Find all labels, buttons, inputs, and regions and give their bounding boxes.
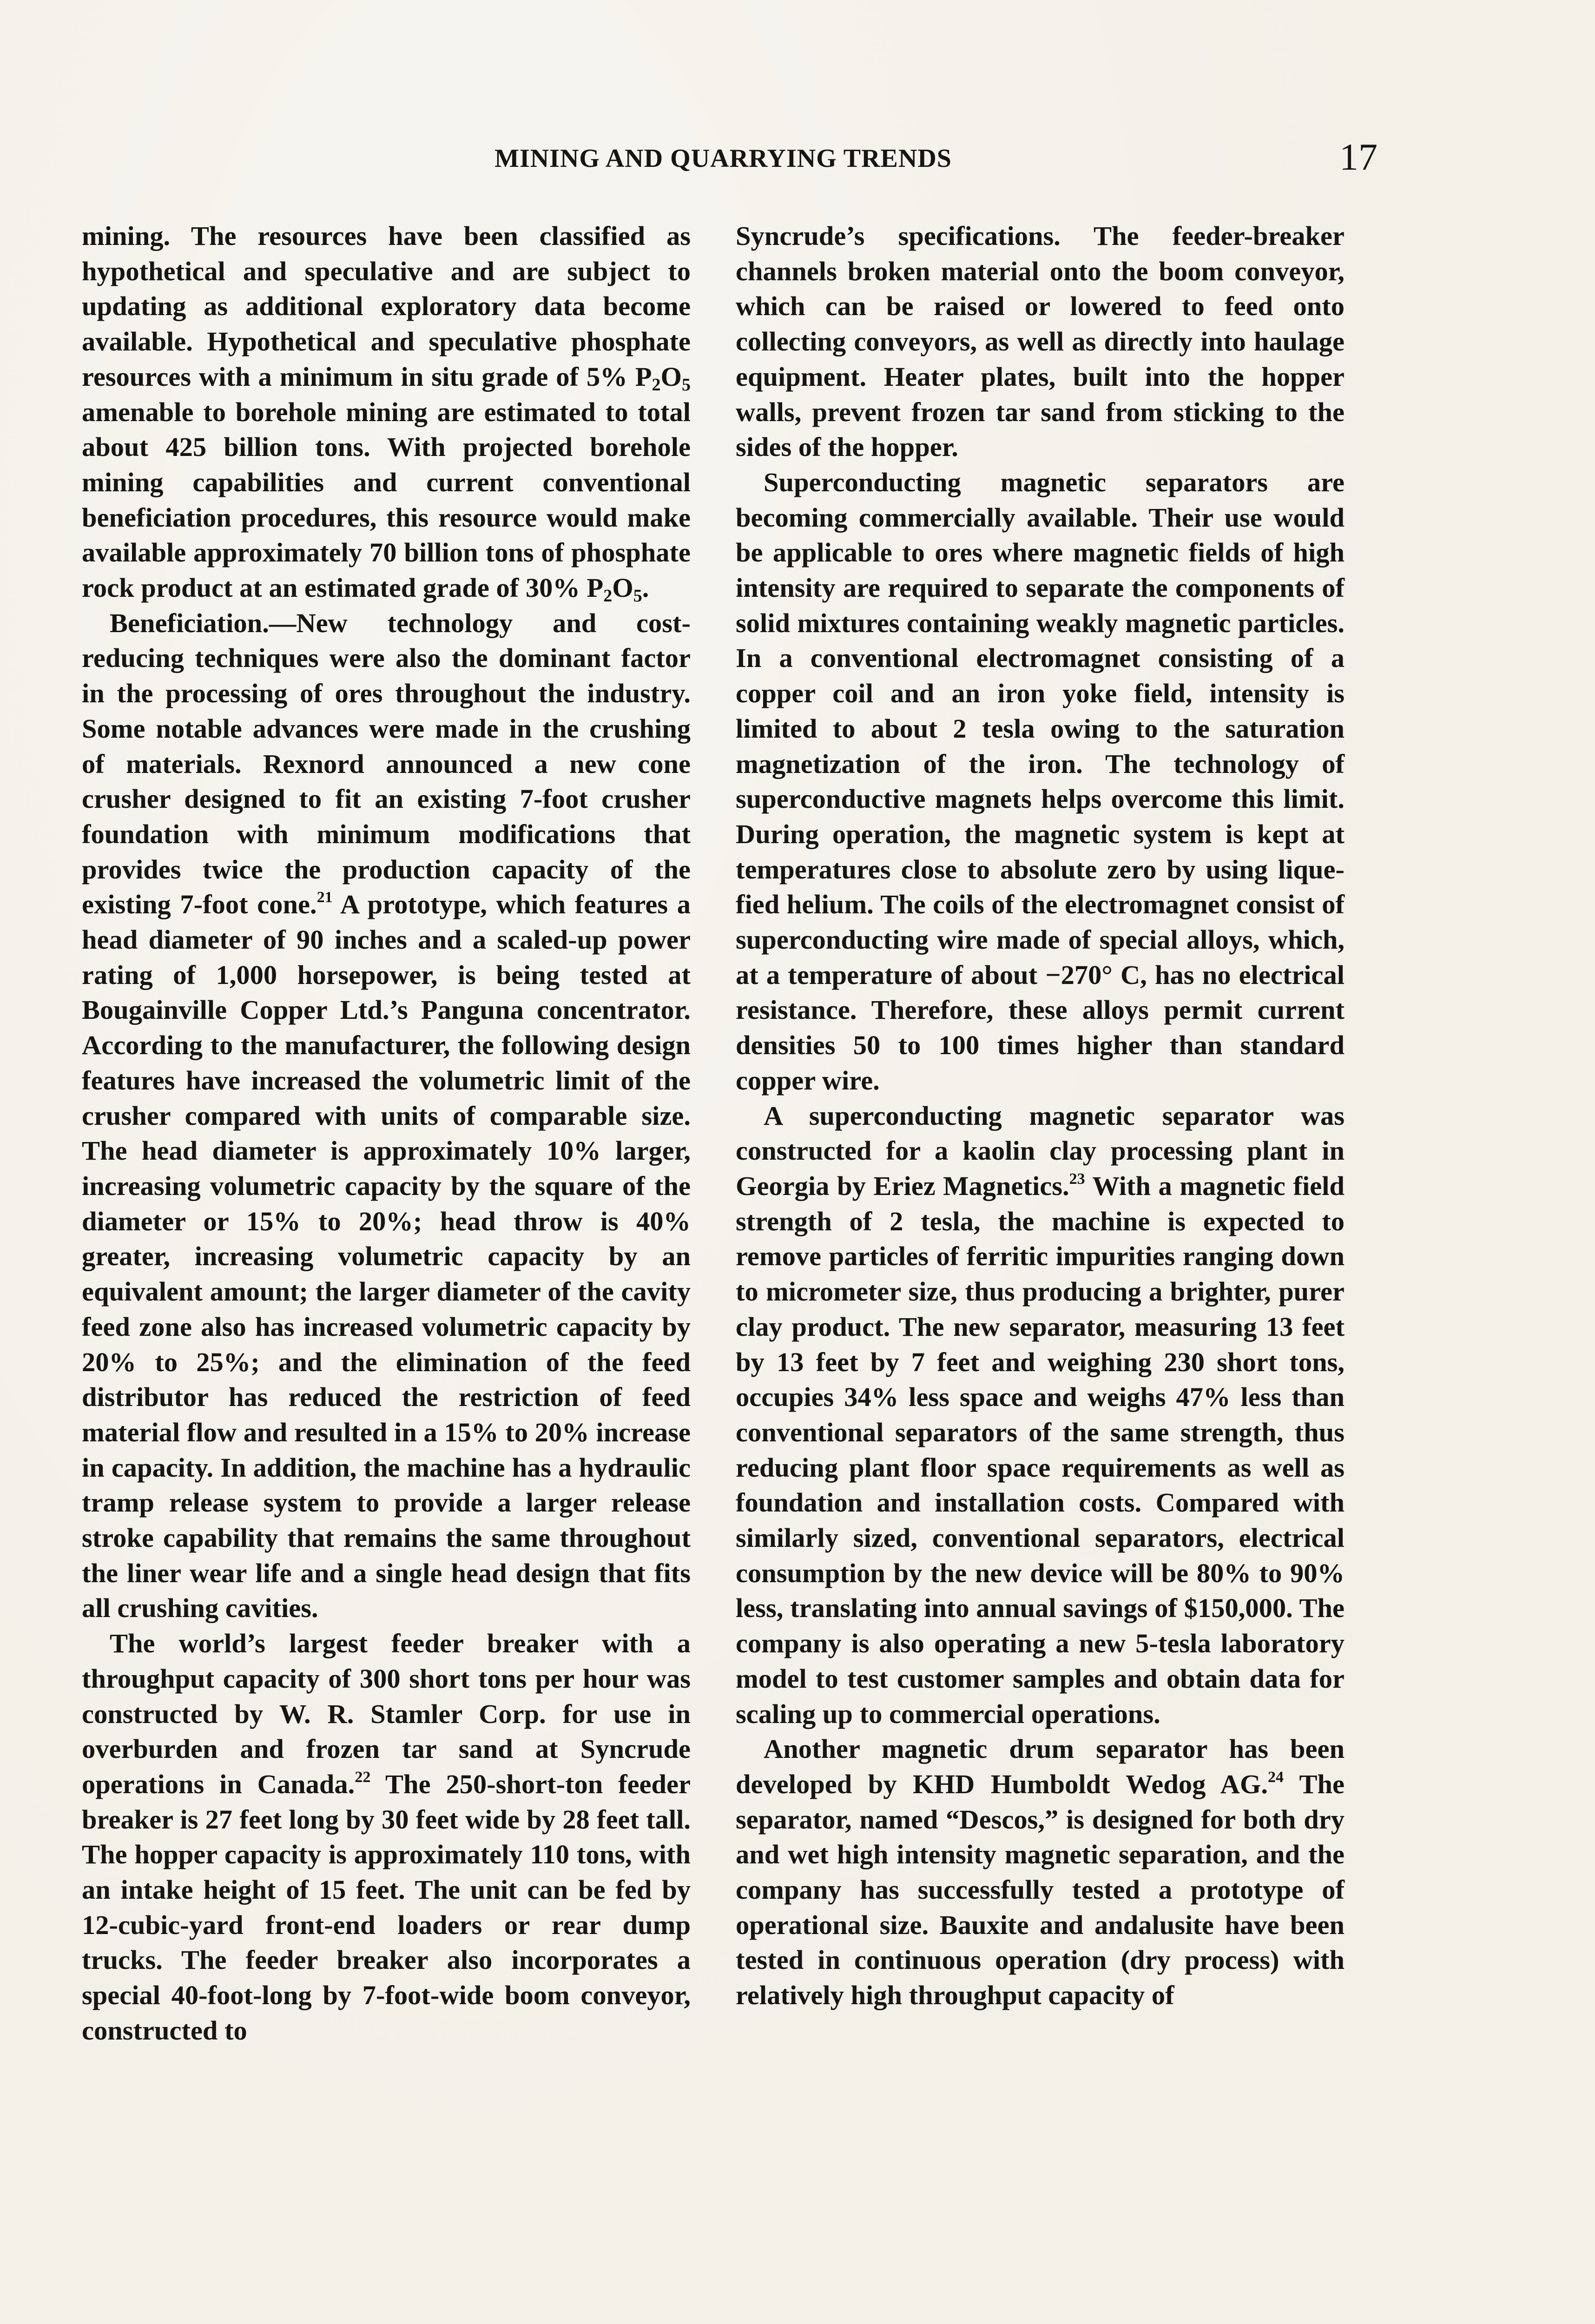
text-run: A superconducting magnetic separator was constructed for a kaolin clay processing plant in Georgia by Eriez Magnetics. [736, 1100, 1345, 1201]
text-run: . [642, 573, 649, 603]
right-column [736, 218, 1345, 2324]
paragraph-feeder-breaker [82, 1626, 691, 2048]
text-run: The separator, named “Descos,” is designed for both dry and wet high intensity magnetic separation, and the company has successfully tested a prototype of operational size. Bauxite and andalusite have been tested in continuous operation (dry process) with relatively high throughput capacity of [736, 1769, 1345, 2011]
text-run: Another magnetic drum separator has been developed by KHD Humboldt Wedog AG. [736, 1734, 1345, 1799]
text-run: O [612, 573, 633, 603]
text-run: mining. The resources have been classified as hypothetical and speculative and are subject to updating as additional exploratory data become available. Hypothetical and speculative phosphate resources with a minimum in situ grade of 5% P [82, 221, 691, 392]
subscript: 5 [633, 586, 642, 606]
subscript: 2 [652, 375, 661, 395]
paragraph-eriez [736, 1098, 1345, 1732]
text-run: The world’s largest feeder breaker with a throughput capacity of 300 short tons per hour was constructed by W. R. Stamler Corp. for use in overburden and frozen tar sand at Syncrude operations in Canada. [82, 1628, 691, 1799]
paragraph-beneficiation [82, 606, 691, 1626]
page-number: 17 [1339, 136, 1378, 178]
footnote-ref-22: 22 [355, 1768, 371, 1786]
left-column [82, 218, 691, 2324]
paragraph-syncrude-specs: Syncrude’s specifications. The feeder-breaker channels broken material onto the boom conveyor, which can be raised or lowered to feed onto collecting conveyors, as well as directly into haulage equipment. Heater plates, built into the hopper walls, prevent frozen tar sand from sticking to the sides of the hopper. [736, 221, 1345, 462]
footnote-ref-21: 21 [316, 889, 333, 906]
text-run: The 250-short-ton feeder breaker is 27 feet long by 30 feet wide by 28 feet tall. The hopper capacity is approximately 110 tons, with an intake height of 15 feet. The unit can be fed by 12-cubic-yard front-end loaders or rear dump trucks. The feeder breaker also incorporates a special 40-foot-long by 7-foot-wide boom conveyor, constructed to [82, 1769, 691, 2046]
text-run: New technology and cost-reducing techniques were also the dominant factor in the processing of ores throughout the industry. Some notable advances were made in the crushing of materials. Rexnord announced a new cone crusher designed to fit an existing 7-foot crusher foundation with minimum modifications that provides twice the production capacity of the existing 7-foot cone. [82, 607, 691, 920]
subscript: 2 [603, 586, 613, 606]
text-run: With a magnetic field strength of 2 tesla, the machine is expected to remove particles of ferritic impurities ranging down to micrometer size, thus producing a brighter, purer clay product. The new separator, measuring 13 feet by 13 feet by 7 feet and weighing 230 short tons, occupies 34% less space and weighs 47% less than conventional separators of the same strength, thus reducing plant floor space requirements as well as foundation and installation costs. Compared with similarly sized, conventional separators, electrical consumption by the new device will be 80% to 90% less, translating into annual savings of $150,000. The company is also operating a new 5-tesla laboratory model to test customer samples and obtain data for scaling up to commercial operations. [736, 1170, 1345, 1729]
text-run: amenable to borehole mining are estimated to total about 425 billion tons. With projected borehole mining capabilities and current conventional beneficiation procedures, this resource would make available approximately 70 billion tons of phosphate rock product at an estimated grade of 30% P [82, 396, 691, 603]
section-heading-beneficiation: Beneficiation.— [110, 607, 297, 638]
paragraph-superconducting: Superconducting magnetic separators are becoming commercially available. Their use would be applicable to ores where magnetic fields of high intensity are required to separate the components of solid mixtures containing weakly magnetic particles. In a conventional electromagnet consisting of a copper coil and an iron yoke field, intensity is limited to about 2 tesla owing to the saturation magnetization of the iron. The technology of superconductive magnets helps overcome this limit. During operation, the magnetic system is kept at temperatures close to absolute zero by using liquefied helium. The coils of the electromagnet consist of superconducting wire made of special alloys, which, at a temperature of about −270° C, has no electrical resistance. Therefore, these alloys permit current densities 50 to 100 times higher than standard copper wire. [736, 467, 1345, 1096]
running-title: MINING AND QUARRYING TRENDS [494, 144, 952, 173]
text-run: A prototype, which features a head diameter of 90 inches and a scaled-up power rating of 1,000 horsepower, is being tested at Bougainville Copper Ltd.’s Panguna concentrator. According to the manufacturer, the following design features have increased the volumetric limit of the crusher compared with units of comparable size. The head diameter is approximately 10% larger, increasing volumetric capacity by the square of the diameter or 15% to 20%; head throw is 40% greater, increasing volumetric capacity by an equivalent amount; the larger diameter of the cavity feed zone also has increased volumetric capacity by 20% to 25%; and the elimination of the feed distributor has reduced the restriction of feed material flow and resulted in a 15% to 20% increase in capacity. In addition, the machine has a hydraulic tramp release system to provide a larger release stroke capability that remains the same throughout the liner wear life and a single head design that fits all crushing cavities. [82, 889, 691, 1624]
paragraph-descos [736, 1731, 1345, 2013]
subscript: 5 [682, 375, 691, 395]
footnote-ref-23: 23 [1069, 1170, 1085, 1188]
footnote-ref-24: 24 [1268, 1768, 1284, 1786]
running-header [82, 136, 1378, 179]
paragraph-resources [82, 218, 691, 606]
text-run: O [660, 361, 682, 392]
